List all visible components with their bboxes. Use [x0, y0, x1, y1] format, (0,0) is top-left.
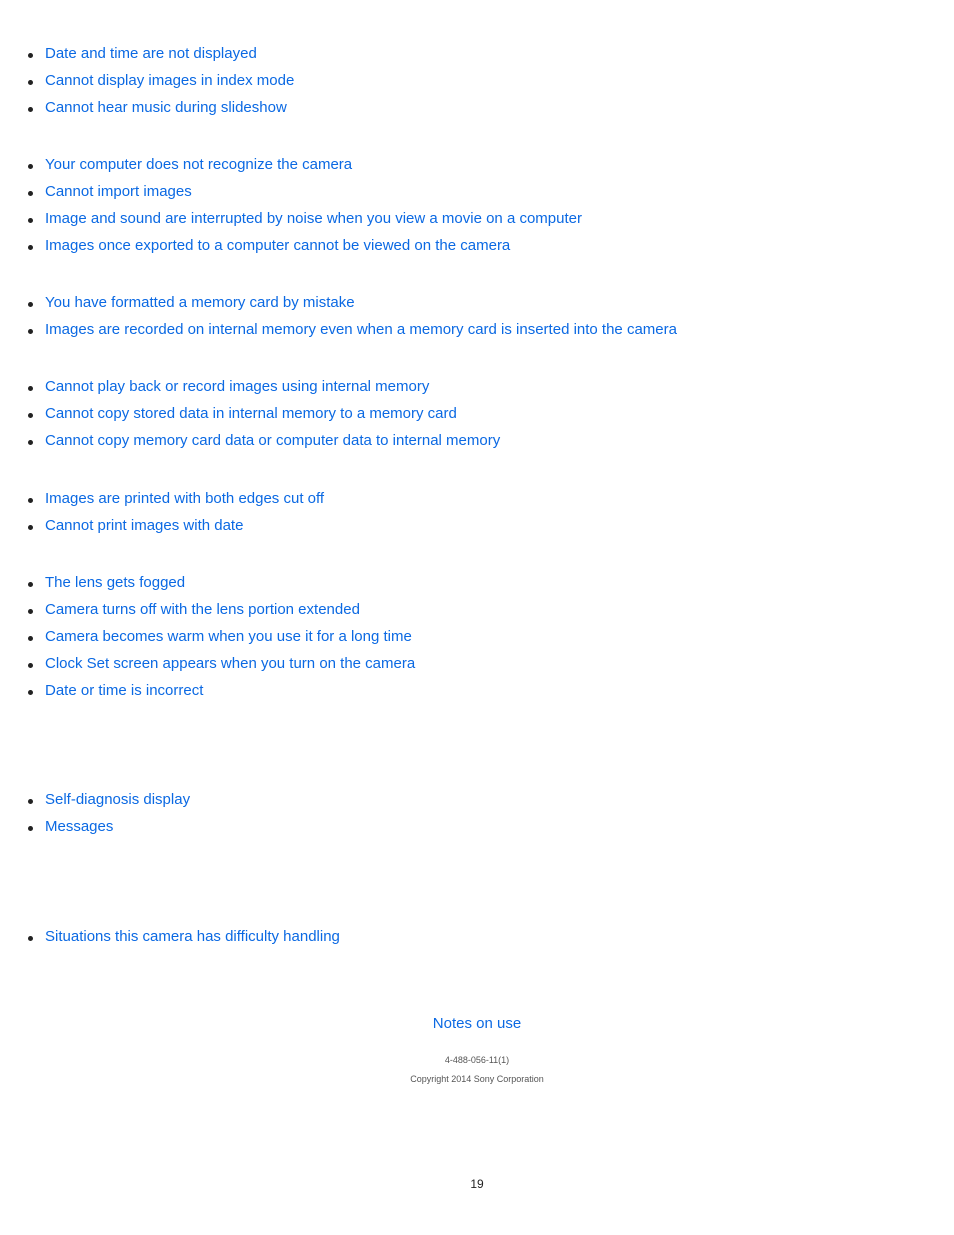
troubleshooting-link[interactable]: Messages [45, 818, 114, 835]
bullet-icon [28, 799, 33, 804]
link-group-printing [26, 489, 324, 543]
list-item [26, 573, 415, 600]
troubleshooting-link[interactable]: Image and sound are interrupted by noise when you view a movie on a computer [45, 210, 582, 227]
bullet-icon [28, 386, 33, 391]
bullet-icon [28, 663, 33, 668]
bullet-icon [28, 413, 33, 418]
bullet-icon [28, 525, 33, 530]
troubleshooting-link[interactable]: Cannot print images with date [45, 517, 244, 534]
link-group-playback [26, 44, 294, 125]
bullet-icon [28, 636, 33, 641]
bullet-icon [28, 936, 33, 941]
bullet-icon [28, 107, 33, 112]
troubleshooting-link[interactable]: The lens gets fogged [45, 574, 186, 591]
list-item [26, 654, 415, 681]
bullet-icon [28, 164, 33, 169]
troubleshooting-link[interactable]: Images are printed with both edges cut off [45, 490, 325, 507]
troubleshooting-link[interactable]: Cannot import images [45, 183, 192, 200]
troubleshooting-link[interactable]: Camera becomes warm when you use it for a long time [45, 628, 412, 645]
troubleshooting-link[interactable]: Your computer does not recognize the camera [45, 156, 353, 173]
list-item [26, 44, 294, 71]
list-item [26, 627, 415, 654]
list-item [26, 71, 294, 98]
bullet-icon [28, 53, 33, 58]
copyright-notice: Copyright 2014 Sony Corporation [410, 1074, 544, 1084]
list-item [26, 155, 582, 182]
list-item [26, 431, 500, 458]
troubleshooting-link[interactable]: Cannot display images in index mode [45, 72, 295, 89]
notes-on-use-link[interactable]: Notes on use [432, 1015, 522, 1032]
list-item [26, 927, 340, 954]
troubleshooting-link[interactable]: Cannot play back or record images using internal memory [45, 378, 430, 395]
bullet-icon [28, 245, 33, 250]
link-group-internal-memory [26, 377, 500, 458]
link-group-memory-card [26, 293, 677, 347]
troubleshooting-link[interactable]: Situations this camera has difficulty handling [45, 928, 340, 945]
bullet-icon [28, 302, 33, 307]
list-item [26, 209, 582, 236]
document-id: 4-488-056-11(1) [444, 1055, 510, 1065]
bullet-icon [28, 498, 33, 503]
troubleshooting-link[interactable]: Cannot copy memory card data or computer data to internal memory [45, 432, 501, 449]
list-item [26, 790, 190, 817]
troubleshooting-link[interactable]: Cannot hear music during slideshow [45, 99, 287, 116]
link-group-computers [26, 155, 582, 263]
list-item [26, 404, 500, 431]
bullet-icon [28, 218, 33, 223]
troubleshooting-link[interactable]: Images are recorded on internal memory even when a memory card is inserted into the camera [45, 321, 677, 338]
bullet-icon [28, 191, 33, 196]
bullet-icon [28, 609, 33, 614]
troubleshooting-link[interactable]: Images once exported to a computer cannot be viewed on the camera [45, 237, 511, 254]
bullet-icon [28, 80, 33, 85]
list-item [26, 182, 582, 209]
list-item [26, 293, 677, 320]
list-item [26, 817, 190, 844]
bullet-icon [28, 329, 33, 334]
bullet-icon [28, 582, 33, 587]
bullet-icon [28, 690, 33, 695]
bullet-icon [28, 440, 33, 445]
troubleshooting-link[interactable]: Date and time are not displayed [45, 45, 257, 62]
link-group-warnings [26, 790, 190, 844]
bullet-icon [28, 826, 33, 831]
list-item [26, 516, 324, 543]
page-number: 19 [470, 1177, 484, 1191]
list-item [26, 681, 415, 708]
list-item [26, 489, 324, 516]
link-group-situations [26, 927, 340, 954]
list-item [26, 377, 500, 404]
list-item [26, 98, 294, 125]
troubleshooting-link[interactable]: Date or time is incorrect [45, 682, 204, 699]
troubleshooting-link[interactable]: Cannot copy stored data in internal memory to a memory card [45, 405, 457, 422]
list-item [26, 320, 677, 347]
list-item [26, 600, 415, 627]
link-group-others [26, 573, 415, 708]
troubleshooting-link[interactable]: You have formatted a memory card by mistake [45, 294, 355, 311]
troubleshooting-link[interactable]: Clock Set screen appears when you turn on the camera [45, 655, 416, 672]
troubleshooting-link[interactable]: Self-diagnosis display [45, 791, 191, 808]
list-item [26, 236, 582, 263]
troubleshooting-link[interactable]: Camera turns off with the lens portion extended [45, 601, 360, 618]
